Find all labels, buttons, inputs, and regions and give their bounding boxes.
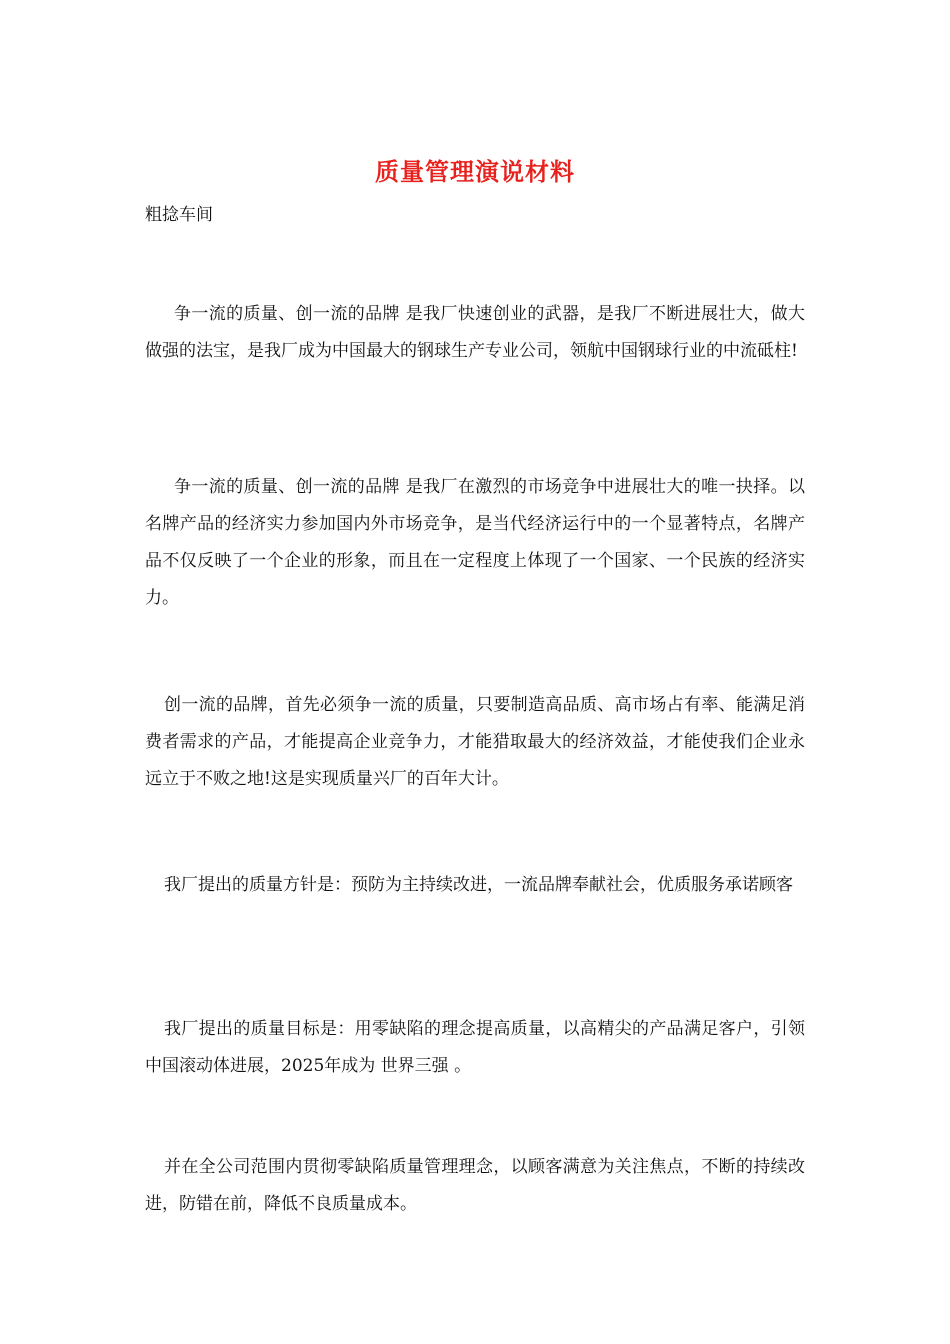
paragraph-1: 争一流的质量、创一流的品牌 是我厂快速创业的武器，是我厂不断进展壮大，做大做强的法宝，是我厂成为中国最大的钢球生产专业公司，领航中国钢球行业的中流砥柱! <box>145 304 805 361</box>
paragraph-4: 我厂提出的质量方针是：预防为主持续改进，一流品牌奉献社会，优质服务承诺顾客 <box>164 875 793 895</box>
paragraph-6: 并在全公司范围内贯彻零缺陷质量管理理念，以顾客满意为关注焦点，不断的持续改进，防错在前，降低不良质量成本。 <box>145 1157 805 1214</box>
paragraph-5: 我厂提出的质量目标是：用零缺陷的理念提高质量，以高精尖的产品满足客户，引领中国滚动体进展，2025年成为 世界三强 。 <box>145 1019 805 1076</box>
paragraph-2: 争一流的质量、创一流的品牌 是我厂在激烈的市场竞争中进展壮大的唯一抉择。以名牌产品的经济实力参加国内外市场竞争，是当代经济运行中的一个显著特点，名牌产品不仅反映了一个企业的形象，而且在一定程度上体现了一个国家、一个民族的经济实力。 <box>145 477 805 608</box>
document-title: 质量管理演说材料 <box>375 157 575 186</box>
department-label: 粗捻车间 <box>145 205 213 225</box>
paragraph-3: 创一流的品牌，首先必须争一流的质量，只要制造高品质、高市场占有率、能满足消费者需求的产品，才能提高企业竞争力，才能猎取最大的经济效益，才能使我们企业永远立于不败之地!这是实现质量兴厂的百年大计。 <box>145 695 805 789</box>
